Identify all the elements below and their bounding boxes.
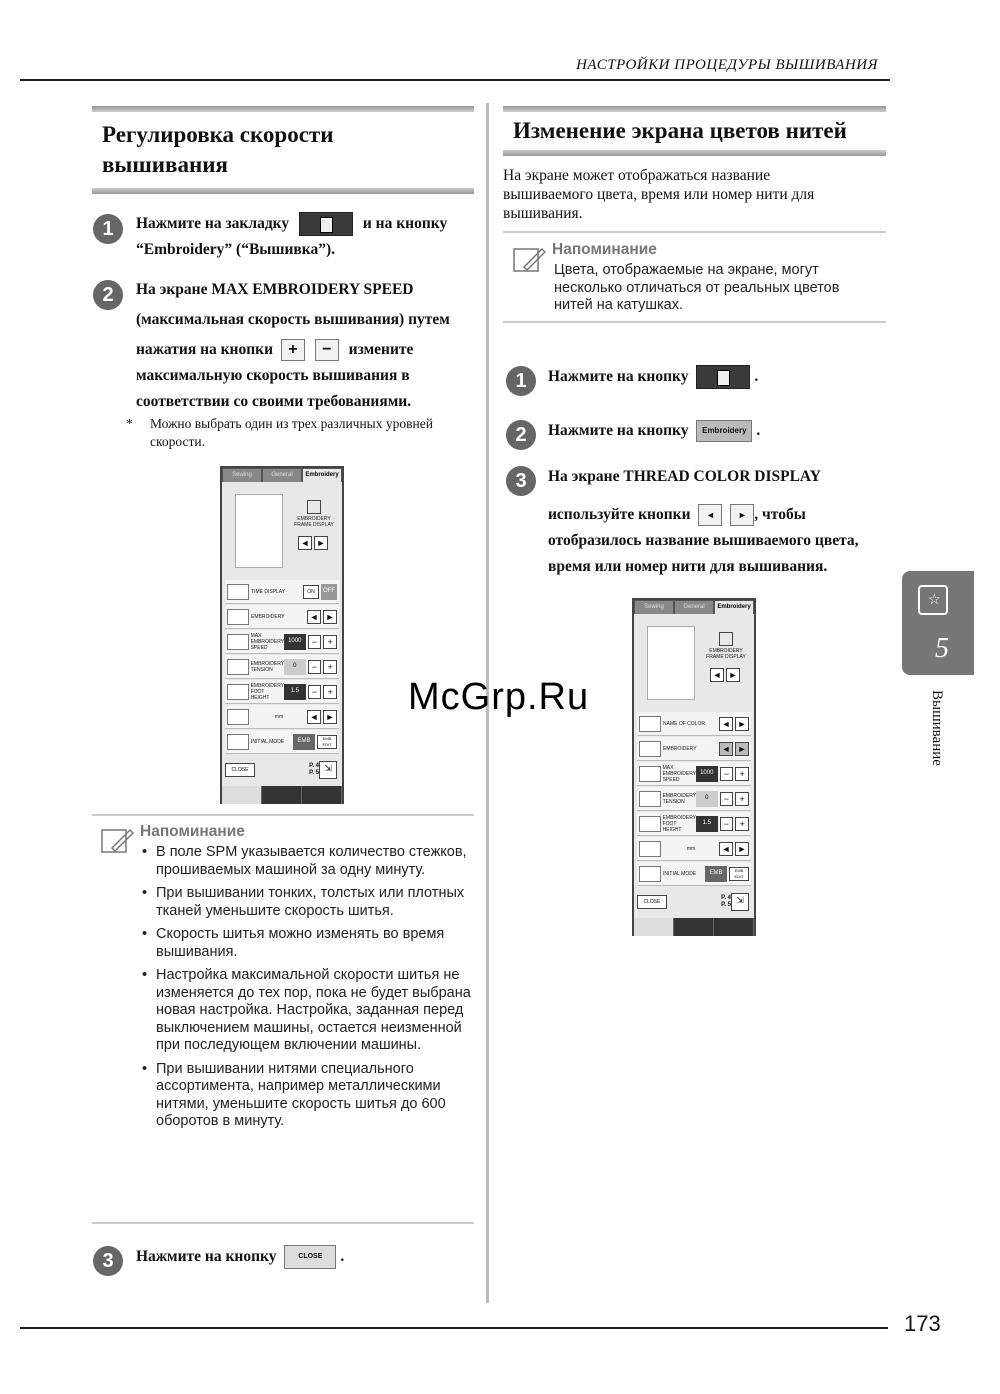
step-2-number: 2 [506, 420, 536, 450]
frame-icon [719, 632, 733, 646]
setting-row [225, 680, 339, 704]
next-button[interactable]: ► [323, 610, 337, 624]
minus-button[interactable]: − [308, 635, 322, 649]
step-text: , чтобы [754, 506, 806, 523]
step-text: отобразилось название вышиваемого цвета, [548, 532, 859, 549]
setting-row [637, 712, 751, 736]
left-title-line1: Регулировка скорости [102, 122, 334, 147]
embroidery-tab-button[interactable]: Embroidery [696, 420, 752, 442]
tab-sewing[interactable]: Sewing [223, 469, 261, 482]
note-rule-top [92, 814, 474, 816]
step-3-number: 3 [506, 466, 536, 496]
memo-icon [512, 245, 546, 275]
step-text: . [754, 368, 759, 385]
next-button[interactable]: ► [735, 742, 749, 756]
settings-tab-button[interactable] [299, 212, 353, 236]
note-line: Цвета, отображаемые на экране, могут [554, 262, 819, 278]
right-intro [503, 166, 886, 223]
prev-button[interactable]: ◄ [307, 610, 321, 624]
minus-button[interactable]: − [720, 767, 734, 781]
tab-embroidery[interactable]: Embroidery [715, 601, 753, 614]
note-title: Напоминание [140, 823, 245, 840]
prev-button[interactable]: ◄ [719, 717, 733, 731]
step-text: Нажмите на кнопку [548, 368, 689, 385]
mode-icon [227, 734, 249, 750]
plus-button[interactable]: + [323, 685, 337, 699]
tab-general[interactable]: General [675, 601, 713, 614]
on-button[interactable]: ON [303, 585, 319, 599]
settings-key-button[interactable] [696, 365, 750, 389]
step-text: время или номер нити для вышивания. [548, 558, 828, 575]
right-note-rule-top [503, 231, 886, 233]
mode-icon [639, 866, 661, 882]
minus-button[interactable]: − [315, 339, 339, 361]
step-text: и на кнопку [362, 215, 448, 232]
frame-next-button[interactable]: ► [726, 668, 740, 682]
setting-row [637, 837, 751, 861]
step-text: Нажмите на кнопку [136, 1248, 277, 1265]
document-icon [320, 217, 333, 233]
step-3-number: 3 [93, 1246, 123, 1276]
setting-label: EMBROIDERY FOOT HEIGHT [662, 814, 696, 833]
left-step-2 [136, 277, 486, 415]
step-text: максимальную скорость вышивания в [136, 367, 410, 384]
left-step-3 [136, 1244, 344, 1270]
setting-label: EMBROIDERY [251, 613, 285, 620]
embroidery-hoop-icon: ☆ [918, 585, 948, 615]
intro-line: вышиваемого цвета, время или номер нити для [503, 186, 815, 203]
header-rule [20, 79, 890, 81]
thread-color-screen [632, 598, 756, 936]
chapter-label: Вышивание [929, 690, 945, 766]
emb-edit-mode-button[interactable]: EMB EDIT [317, 735, 337, 749]
prev-button[interactable]: ◄ [719, 842, 733, 856]
tension-value: 0 [696, 791, 718, 807]
right-arrow-button[interactable]: ► [730, 504, 754, 526]
foot-height-value: 1.5 [284, 684, 306, 700]
minus-button[interactable]: − [308, 660, 322, 674]
setting-row [225, 705, 339, 729]
chapter-tab [902, 571, 974, 675]
plus-button[interactable]: + [281, 339, 305, 361]
foot-height-value: 1.5 [696, 816, 718, 832]
setting-row [225, 655, 339, 679]
page-indicator: P. 4 [721, 895, 731, 901]
step-text: измените [348, 341, 414, 358]
step-text: используйте кнопки [548, 506, 691, 523]
page-indicator: P. 5 [721, 902, 731, 908]
setting-label: EMBROIDERY [663, 745, 697, 752]
frame-preview [235, 494, 283, 568]
foot-icon [227, 684, 249, 700]
minus-button[interactable]: − [720, 817, 734, 831]
plus-button[interactable]: + [735, 817, 749, 831]
left-step-1 [136, 211, 481, 263]
step-text: На экране THREAD COLOR DISPLAY [548, 468, 821, 485]
memo-icon [100, 826, 134, 856]
footnote-line: Можно выбрать один из трех различных уровней [150, 416, 433, 431]
setting-row [637, 812, 751, 836]
page-number: 173 [904, 1311, 941, 1336]
help-key[interactable] [674, 918, 714, 936]
step-text: (максимальная скорость вышивания) путем [136, 311, 450, 328]
setting-label: EMBROIDERY TENSION [662, 792, 696, 805]
setting-row [225, 605, 339, 629]
tension-icon [639, 791, 661, 807]
setting-label: INITIAL MODE [251, 738, 285, 745]
note-item: • Скорость шитья можно изменять во время вышивания. [142, 926, 472, 961]
tab-embroidery[interactable]: Embroidery [303, 469, 341, 482]
next-button[interactable]: ► [323, 710, 337, 724]
footnote [150, 415, 480, 451]
plus-button[interactable]: + [323, 660, 337, 674]
setting-label: EMBROIDERY FOOT HEIGHT [250, 682, 284, 701]
setting-label: TIME DISPLAY [251, 588, 286, 595]
ruler-icon [227, 709, 249, 725]
note-item: • Настройка максимальной скорости шитья не изменяется до тех пор, пока не будет выбрана новая настройка. Настройка, заданная перед выключением машины, остается неизменной при последующем включении машины. [142, 967, 472, 1055]
note-line: нитей на катушках. [554, 297, 683, 313]
note-rule-bottom [92, 1222, 474, 1224]
note-list [142, 844, 472, 1137]
plus-button[interactable]: + [735, 792, 749, 806]
setting-row [225, 730, 339, 754]
frame-next-button[interactable]: ► [314, 536, 328, 550]
close-button[interactable]: CLOSE [284, 1245, 336, 1269]
speed-value: 1000 [696, 766, 718, 782]
step-1-number: 1 [93, 214, 123, 244]
step-text: Нажмите на закладку [136, 215, 290, 232]
speed-icon [639, 766, 661, 782]
footnote-mark: * [126, 416, 133, 431]
speed-icon [227, 634, 249, 650]
setting-row [225, 580, 339, 604]
left-section-title [92, 106, 474, 194]
emb-edit-mode-button[interactable]: EMB EDIT [729, 867, 749, 881]
running-header: НАСТРОЙКИ ПРОЦЕДУРЫ ВЫШИВАНИЯ [576, 57, 878, 73]
next-button[interactable]: ► [735, 717, 749, 731]
tension-icon [227, 659, 249, 675]
setting-label: MAX EMBROIDERY SPEED [662, 764, 696, 783]
right-step-1 [548, 364, 758, 390]
setting-row [637, 787, 751, 811]
foot-icon [639, 816, 661, 832]
ruler-icon [639, 841, 661, 857]
plus-button[interactable]: + [323, 635, 337, 649]
prev-button[interactable]: ◄ [307, 710, 321, 724]
page-indicator: P. 4 [309, 763, 319, 769]
frame-prev-button[interactable]: ◄ [710, 668, 724, 682]
right-step-2 [548, 418, 760, 444]
page-indicator: P. 5 [309, 770, 319, 776]
step-1-number: 1 [506, 366, 536, 396]
spool-icon [639, 741, 661, 757]
setting-label: EMBROIDERY TENSION [250, 660, 284, 673]
speed-value: 1000 [284, 634, 306, 650]
step-2-number: 2 [93, 280, 123, 310]
minus-button[interactable]: − [720, 792, 734, 806]
minus-button[interactable]: − [308, 685, 322, 699]
embroidery-settings-screen [220, 466, 344, 804]
step-text: нажатия на кнопки [136, 341, 274, 358]
setting-label: mm [274, 713, 284, 720]
emb-mode-button[interactable]: EMB [705, 866, 727, 882]
note-item: • В поле SPM указывается количество стежков, прошиваемых машиной за одну минуту. [142, 844, 472, 879]
plus-button[interactable]: + [735, 767, 749, 781]
step-text: “Embroidery” (“Вышивка”). [136, 241, 336, 258]
machine-key[interactable] [714, 918, 754, 936]
frame-icon [307, 500, 321, 514]
note-item: • При вышивании нитями специального ассортимента, например металлическими нитями, уменьшите скорость шитья до 600 оборотов в минуту. [142, 1061, 472, 1131]
frame-prev-button[interactable]: ◄ [298, 536, 312, 550]
setting-label: INITIAL MODE [663, 870, 697, 877]
setting-row [637, 737, 751, 761]
tab-general[interactable]: General [263, 469, 301, 482]
intro-line: На экране может отображаться название [503, 167, 771, 184]
settings-key[interactable] [222, 786, 262, 804]
close-button[interactable]: CLOSE [637, 895, 667, 909]
setting-row [637, 862, 751, 886]
tension-value: 0 [284, 659, 306, 675]
frame-display-label: EMBROIDERY FRAME DISPLAY [706, 648, 746, 660]
off-button[interactable]: OFF [321, 584, 337, 600]
step-text: . [340, 1248, 345, 1265]
step-text: Нажмите на кнопку [548, 422, 689, 439]
setting-row [637, 762, 751, 786]
left-arrow-button[interactable]: ◄ [698, 504, 722, 526]
right-step-3 [548, 464, 888, 580]
chapter-number: 5 [935, 633, 949, 664]
color-name-icon [639, 716, 661, 732]
watermark: McGrp.Ru [408, 676, 590, 718]
step-text: На экране MAX EMBROIDERY SPEED [136, 281, 414, 298]
footnote-line: скорости. [150, 434, 205, 449]
right-note-body [554, 262, 884, 315]
setting-label: NAME OF COLOR [663, 720, 705, 727]
intro-line: вышивания. [503, 205, 583, 222]
right-title: Изменение экрана цветов нитей [513, 118, 847, 143]
right-section-title [503, 106, 886, 156]
right-note-rule-bottom [503, 321, 886, 323]
close-button[interactable]: CLOSE [225, 763, 255, 777]
emb-mode-button[interactable]: EMB [293, 734, 315, 750]
page-arrow-icon[interactable]: ⇲ [731, 893, 749, 911]
document-icon [717, 370, 730, 386]
page-arrow-icon[interactable]: ⇲ [319, 761, 337, 779]
prev-button[interactable]: ◄ [719, 742, 733, 756]
help-key[interactable] [262, 786, 302, 804]
frame-preview [647, 626, 695, 700]
tab-sewing[interactable]: Sewing [635, 601, 673, 614]
settings-key[interactable] [634, 918, 674, 936]
footer-rule [20, 1327, 888, 1329]
frame-display-label: EMBROIDERY FRAME DISPLAY [294, 516, 334, 528]
note-item: • При вышивании тонких, толстых или плотных тканей уменьшите скорость шитья. [142, 885, 472, 920]
clock-icon [227, 584, 249, 600]
left-title-line2: вышивания [102, 152, 228, 177]
setting-row [225, 630, 339, 654]
step-text: соответствии со своими требованиями. [136, 393, 412, 410]
setting-label: mm [686, 845, 696, 852]
step-text: . [756, 422, 761, 439]
spool-icon [227, 609, 249, 625]
machine-key[interactable] [302, 786, 342, 804]
next-button[interactable]: ► [735, 842, 749, 856]
note-title: Напоминание [552, 241, 657, 258]
note-line: несколько отличаться от реальных цветов [554, 279, 840, 296]
setting-label: MAX EMBROIDERY SPEED [250, 632, 284, 651]
